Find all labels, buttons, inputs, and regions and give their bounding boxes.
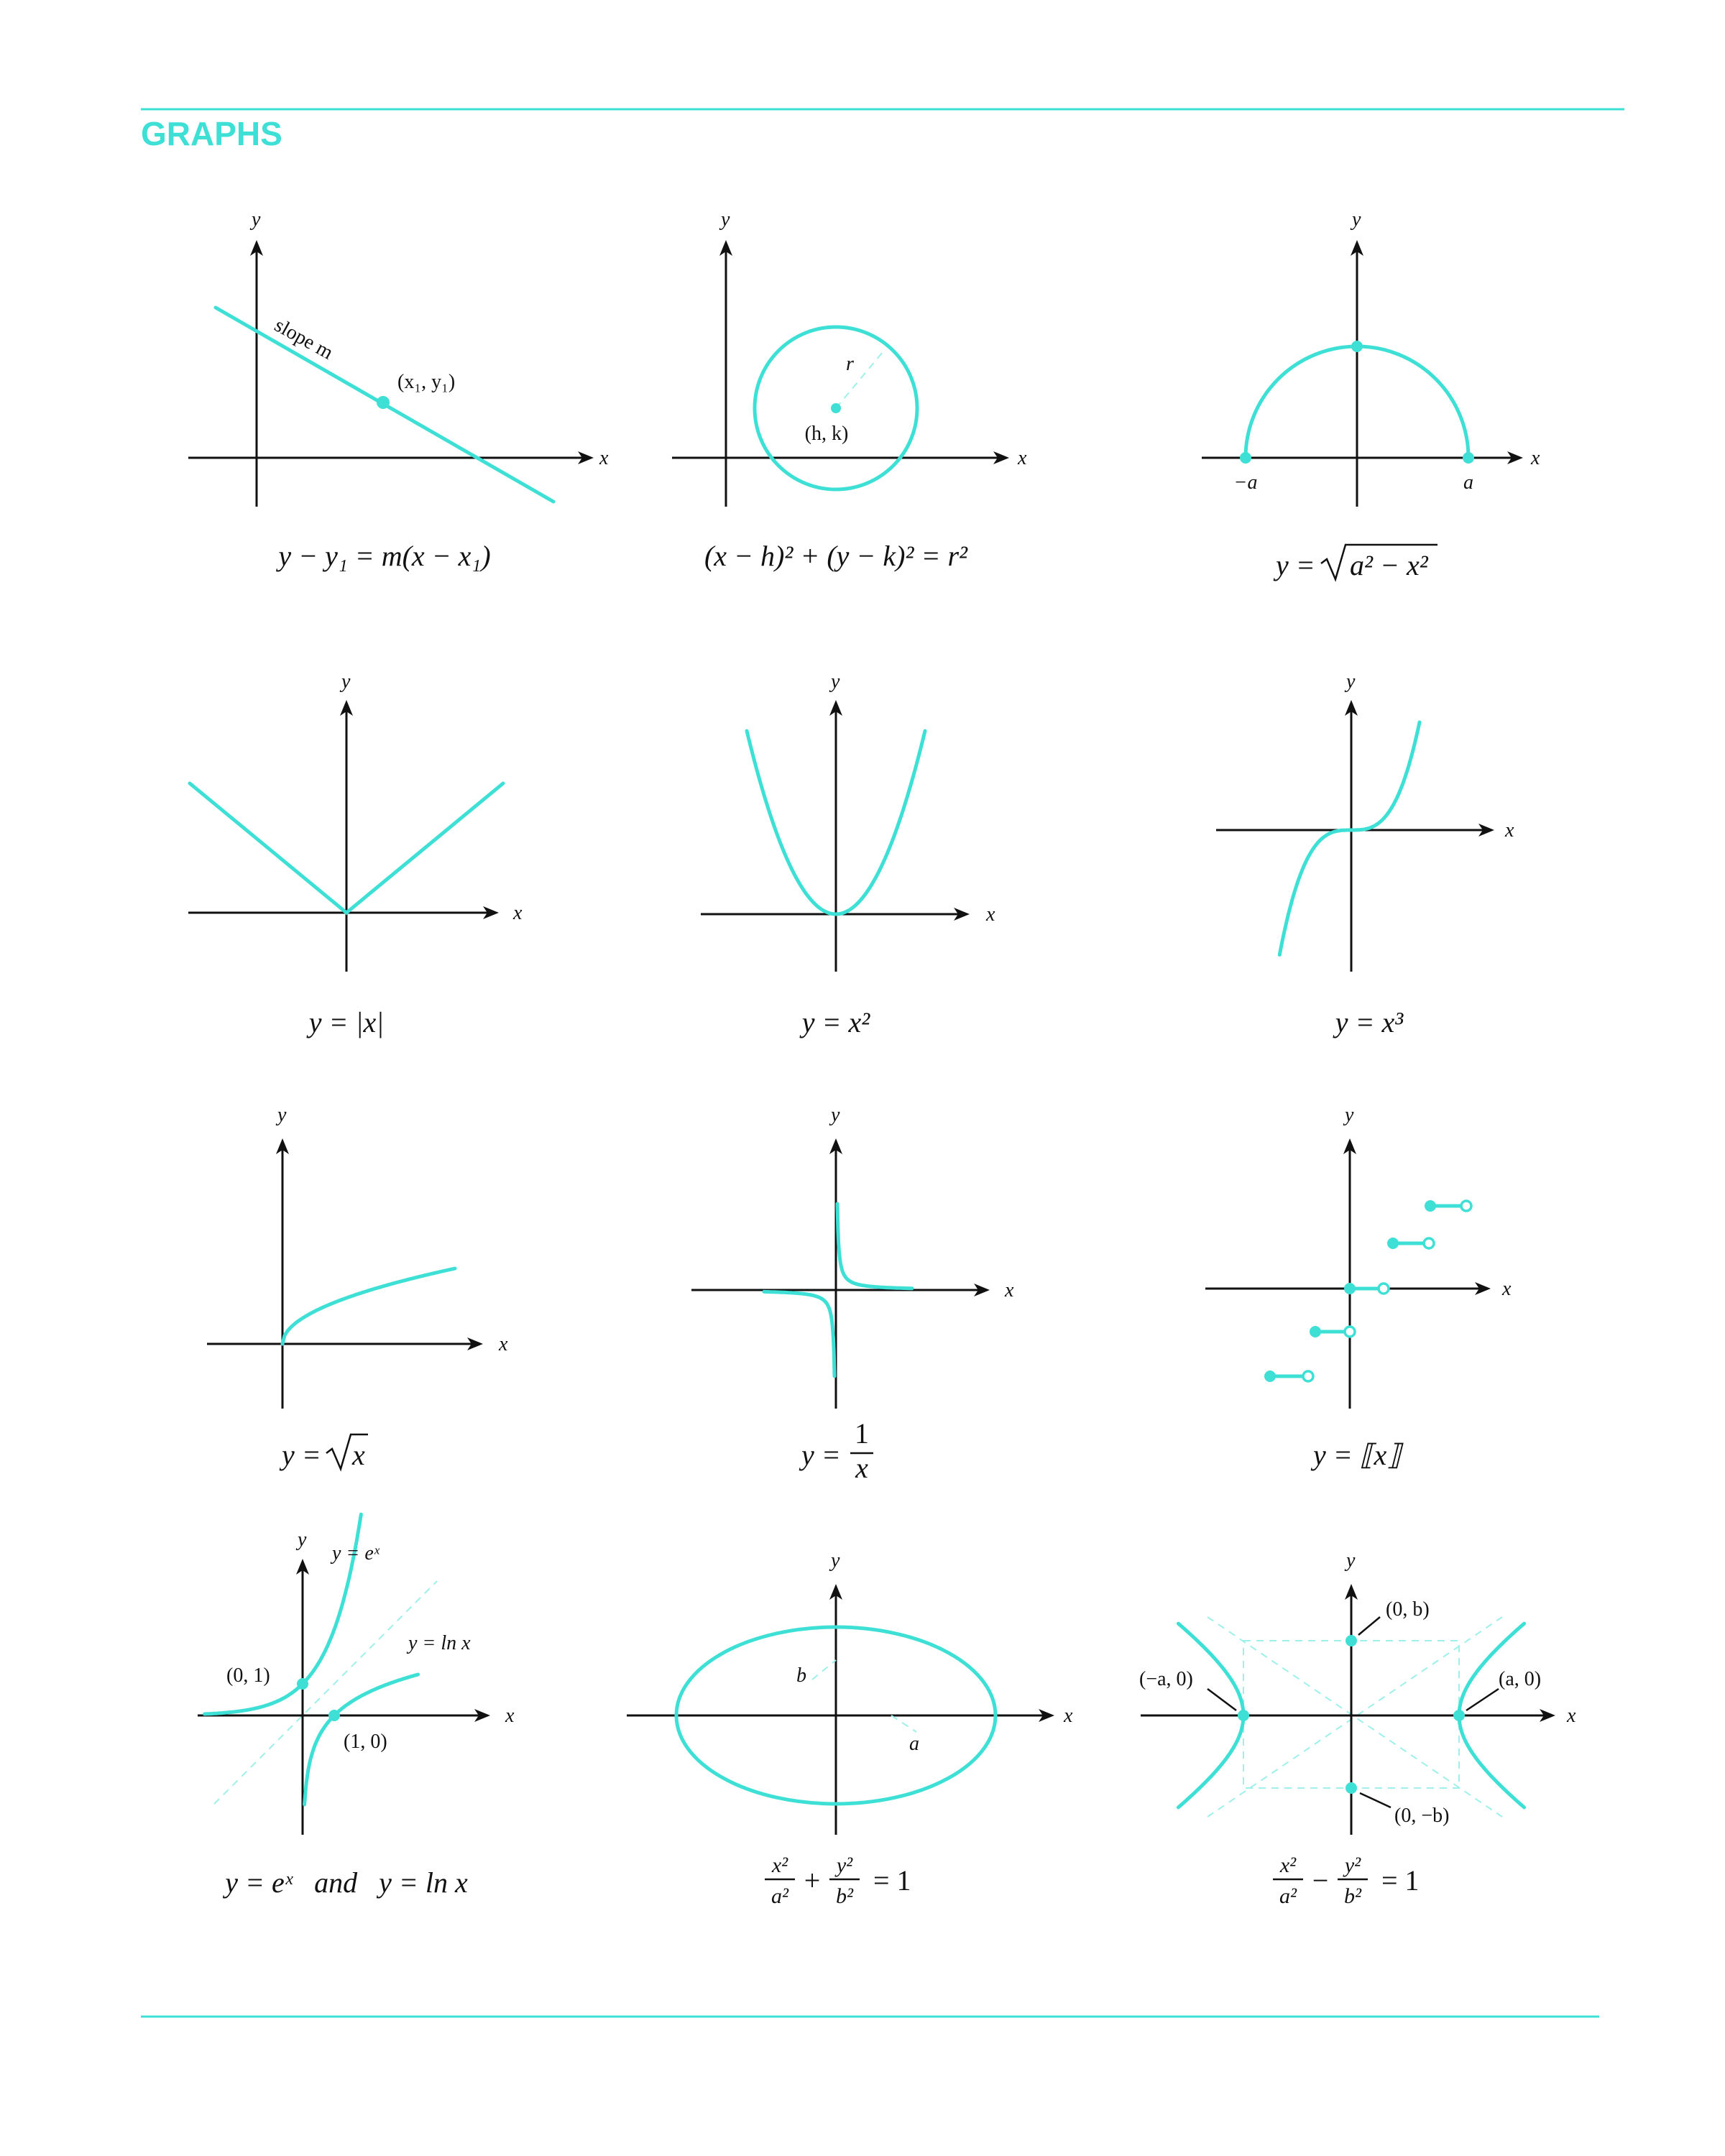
center-dot <box>831 403 841 413</box>
caption-semicircle-radicand: a² − x² <box>1350 549 1428 581</box>
y-axis-label: y <box>831 1549 840 1572</box>
b-label: b <box>796 1664 806 1687</box>
reciprocal-positive-branch <box>837 1204 912 1289</box>
panel-abs <box>188 671 523 1038</box>
y-axis-label: y <box>298 1529 307 1551</box>
y-axis-label: y <box>1345 1104 1354 1126</box>
panel-sqrt <box>207 1104 508 1471</box>
x-axis-label: x <box>1018 447 1027 469</box>
panel-parabola <box>701 671 995 1038</box>
cubic-curve <box>1279 722 1420 955</box>
x-axis-label: x <box>513 902 523 924</box>
neg-a-label: −a <box>1233 471 1258 494</box>
step-open-dot <box>1379 1284 1389 1294</box>
x-axis-label: x <box>1005 1279 1014 1302</box>
caption-reciprocal-lhs: y = <box>801 1439 841 1471</box>
ln-curve-label: y = ln x <box>408 1632 471 1654</box>
step-closed-dot <box>1425 1200 1436 1212</box>
x-axis-label: x <box>1505 819 1514 842</box>
step-closed-dot <box>1264 1370 1276 1382</box>
caption-y-num: y² <box>836 1853 853 1877</box>
right-point-label: (a, 0) <box>1499 1668 1542 1690</box>
x-axis-label: x <box>599 447 609 469</box>
x-axis-label: x <box>1064 1705 1073 1727</box>
y-axis-label: y <box>1346 671 1356 693</box>
step-1 <box>1264 1370 1313 1382</box>
sqrt-curve <box>282 1268 455 1344</box>
caption-circle: (x − h)² + (y − k)² = r² <box>704 540 968 572</box>
step-open-dot <box>1345 1327 1355 1337</box>
exp-curve-label: y = eˣ <box>332 1542 380 1565</box>
panel-circle <box>672 208 1027 572</box>
panel-floor <box>1205 1104 1512 1471</box>
step-2 <box>1310 1326 1355 1337</box>
y-axis-label: y <box>721 208 730 231</box>
left-point-label: (−a, 0) <box>1139 1668 1193 1690</box>
vertex-right-dot <box>1453 1710 1465 1721</box>
y-axis-label: y <box>1346 1549 1356 1572</box>
caption-x-den: a² <box>1279 1884 1297 1908</box>
point-dot <box>377 396 390 409</box>
step-closed-dot <box>1310 1326 1321 1337</box>
vertex-left-dot <box>1238 1710 1249 1721</box>
left-dot <box>1240 452 1251 464</box>
reciprocal-negative-branch <box>764 1291 834 1376</box>
caption-line: y − y₁ = m(x − x₁) <box>278 540 491 572</box>
exp-point-dot <box>297 1678 308 1690</box>
caption-sqrt-radicand: x <box>352 1439 365 1471</box>
slope-label: slope m <box>270 314 337 364</box>
pointer-top <box>1358 1617 1380 1635</box>
bottom-point-label: (0, −b) <box>1394 1805 1450 1827</box>
caption-x-num: x² <box>1279 1853 1297 1877</box>
panel-hyperbola <box>1139 1549 1576 1908</box>
step-closed-dot <box>1387 1238 1399 1249</box>
step-open-dot <box>1424 1238 1434 1248</box>
panel-line <box>188 208 609 572</box>
ln-point-dot <box>328 1710 340 1721</box>
radius-label: r <box>846 353 854 375</box>
step-4 <box>1387 1238 1434 1249</box>
pointer-right <box>1466 1689 1499 1710</box>
step-open-dot <box>1303 1371 1313 1381</box>
step-5 <box>1425 1200 1471 1212</box>
caption-explog: y = eˣ and y = ln x <box>225 1866 468 1899</box>
top-dot <box>1351 341 1363 352</box>
pointer-bottom <box>1360 1793 1391 1807</box>
caption-y-num: y² <box>1344 1853 1361 1877</box>
step-3 <box>1344 1283 1389 1294</box>
exp-point-label: (0, 1) <box>226 1664 270 1687</box>
step-open-dot <box>1461 1201 1471 1211</box>
x-axis-label: x <box>499 1333 508 1355</box>
y-axis-label: y <box>831 1104 840 1126</box>
y-axis-label: y <box>831 671 840 693</box>
page-title: GRAPHS <box>141 115 282 152</box>
caption-abs: y = |x| <box>308 1006 385 1038</box>
caption-plus: + <box>804 1864 821 1897</box>
y-axis-label: y <box>277 1104 287 1126</box>
x-axis-label: x <box>1531 447 1540 469</box>
ln-point-label: (1, 0) <box>344 1731 387 1753</box>
caption-reciprocal-numerator: 1 <box>855 1417 869 1450</box>
center-label: (h, k) <box>804 423 849 445</box>
panel-cubic <box>1216 671 1514 1038</box>
caption-x-den: a² <box>771 1884 788 1908</box>
a-label: a <box>909 1733 919 1755</box>
caption-sqrt-lhs: y = <box>282 1439 321 1471</box>
caption-x-num: x² <box>771 1853 788 1877</box>
pos-a-label: a <box>1463 471 1473 494</box>
panel-semicircle <box>1202 208 1540 581</box>
caption-equals: = 1 <box>873 1864 911 1897</box>
y-axis-label: y <box>1352 208 1361 231</box>
caption-cubic: y = x³ <box>1335 1006 1404 1038</box>
y-axis-label: y <box>341 671 351 693</box>
radius-guide <box>836 352 883 408</box>
semi-minor-guide <box>812 1660 836 1680</box>
caption-semicircle-lhs: y = <box>1276 549 1315 581</box>
caption-y-den: b² <box>836 1884 853 1908</box>
caption-equals: = 1 <box>1381 1864 1420 1897</box>
pointer-left <box>1208 1689 1236 1710</box>
panel-ellipse <box>627 1549 1073 1908</box>
caption-parabola: y = x² <box>801 1006 870 1038</box>
panel-reciprocal <box>691 1104 1014 1484</box>
caption-minus: − <box>1312 1864 1329 1897</box>
x-axis-label: x <box>986 903 995 926</box>
step-closed-dot <box>1344 1283 1356 1294</box>
x-axis-label: x <box>1567 1705 1576 1727</box>
caption-floor: y = ⟦x⟧ <box>1312 1439 1402 1471</box>
top-point-label: (0, b) <box>1386 1598 1430 1621</box>
y-axis-label: y <box>252 208 261 231</box>
caption-reciprocal-denominator: x <box>855 1452 868 1484</box>
caption-y-den: b² <box>1344 1884 1361 1908</box>
co-vertex-bottom-dot <box>1346 1782 1357 1794</box>
identity-guide <box>214 1581 437 1804</box>
co-vertex-top-dot <box>1346 1635 1357 1646</box>
semi-major-guide <box>891 1715 916 1732</box>
panel-explog <box>198 1514 515 1899</box>
point-label: (x₁, y₁) <box>397 371 456 393</box>
right-dot <box>1463 452 1474 464</box>
x-axis-label: x <box>1502 1278 1512 1300</box>
x-axis-label: x <box>505 1705 515 1727</box>
